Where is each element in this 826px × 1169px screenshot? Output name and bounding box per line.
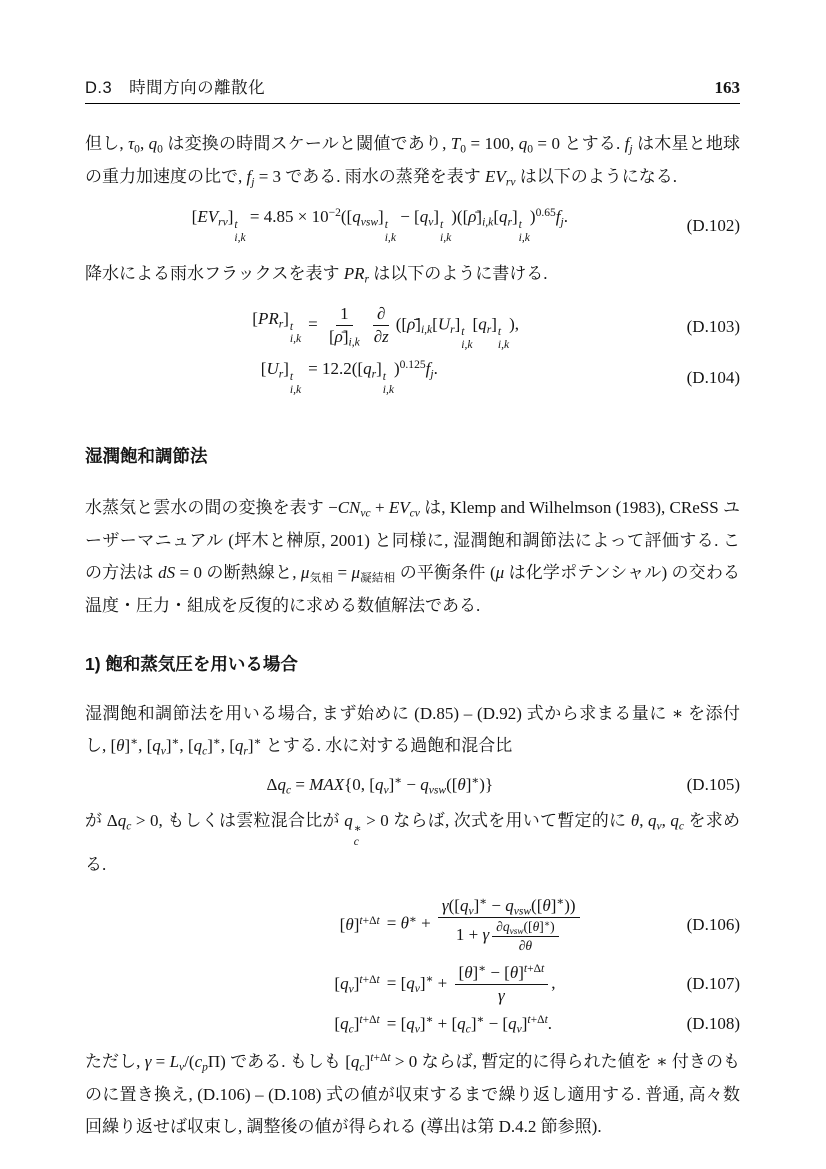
paragraph-case1-intro: 湿潤飽和調節法を用いる場合, まず始めに (D.85) – (D.92) 式から求まる量に ∗ を添付し, [θ]∗, $[q_v]^∗$, $[q_c]^∗$, $[q_r]^∗$ とする. 水に対する過飽和混合比 <box>85 703 740 758</box>
equation-d107-number: (D.107) <box>686 974 740 994</box>
running-header <box>85 74 740 104</box>
equation-d103 <box>85 303 740 352</box>
equation-d107-lhs: $[q_v]^{t+\Delta t}$ <box>334 973 380 996</box>
equation-d105-number: (D.105) <box>686 774 740 794</box>
equation-d107-rhs: = $[q_v]^∗$ + $\frac{[\theta]^∗ - [\theta]^{t+\Delta t}}{\gamma}$ , <box>386 961 556 1005</box>
equation-d102 <box>85 207 740 245</box>
equation-d104-lhs: $[U_r]$ t i,k <box>260 359 302 397</box>
paragraph-timescale-threshold: 但し, $\tau_0$, $q_0$ は変換の時間スケールと閾値であり, $T_0 = 100$, $q_0 = 0$ とする. $f_j$ は木星と地球の重力加速度の比で, $f_j = 3$ である. 雨水の蒸発を表す $EV_{rv}$ は以下のようになる. <box>85 134 741 189</box>
equation-d103-lhs: $[PR_r]$ t i,k <box>252 308 302 346</box>
equation-d106 <box>85 895 740 954</box>
paragraph-moist-adjustment-overview: 水蒸気と雲水の間の変換を表す $-CN_{vc} + EV_{cv}$ は, Klemp and Wilhelmson (1983), CReSS ユーザーマニュアル (坪木と榊原, 2001) と同様に, 湿潤飽和調節法によって評価する. この方法は dS = 0 の断熱線と, $\mu_{気相} = \mu_{凝結相}$ の平衡条件 (μ は化学ポテンシャル) の交わる温度・圧力・組成を反復的に求める数値解法である. <box>85 498 741 615</box>
equation-group-106-108 <box>85 895 740 1034</box>
equation-d103-number: (D.103) <box>686 317 740 337</box>
equation-d102-body: $[EV_{rv}]$ t i,k = $4.85 \times 10^{-2}([q_{vsw}]$ t i,k − $[q_v]$ t i,k )($[\rhō]_{i,k}[q_r]$ t i,k )$^{0.65}f_j$. <box>191 206 568 245</box>
equation-d105 <box>85 775 740 795</box>
equation-d108-rhs: = $[q_v]^∗ + [q_c]^∗ - [q_v]^{t+\Delta t}$. <box>386 1013 553 1036</box>
equation-d106-rhs: = θ∗ + $\gamma([q_v]^∗ - q_{vsw}([\theta]^∗))$ 1 + γ $\frac{\partial q_{vsw}([\theta]^∗)}{\partial\theta}$ <box>380 895 583 954</box>
equation-d107 <box>85 962 740 1007</box>
equation-d103-rhs: = $\frac{1}{[\rhō]_{i,k}}$ $\frac{\partial}{\partial z}$ ($[\rhō]_{i,k}[U_r]$ t i,k $[q_r]$ t i,k ), <box>308 303 520 352</box>
equation-group-103-104 <box>85 303 740 397</box>
paragraph-rain-flux: 降水による雨水フラックスを表す $PR_r$ は以下のように書ける. <box>85 264 548 286</box>
equation-d108-lhs: $[q_c]^{t+\Delta t}$ <box>334 1013 380 1036</box>
equation-d102-number: (D.102) <box>686 216 741 236</box>
equation-d105-body: $\Delta q_c = MAX\{0$, $[q_v]^∗ - q_{vsw}([\theta]^∗)$} <box>266 773 494 797</box>
paragraph-gamma-iteration: ただし, $\gamma = L_v/(c_p\Pi)$ である. もしも $[q_c]^{t+\Delta t} > 0$ ならば, 暫定的に得られた値を ∗ 付きのものに置き換え, (D.106) – (D.108) 式の値が収束するまで繰り返し適用する. 普通, 高々数回繰り返せば収束し, 調整後の値が得られる (導出は第 D.4.2 節参照). <box>85 1051 740 1137</box>
equation-d108-number: (D.108) <box>686 1013 740 1033</box>
equation-d104 <box>85 359 740 397</box>
subsection-heading-saturation-vapor: 1) 飽和蒸気圧を用いる場合 <box>85 653 298 674</box>
equation-d104-rhs: = $12.2([q_r]$ t i,k )$^{0.125}f_j$. <box>308 358 438 397</box>
equation-d106-lhs: $[\theta]^{t+\Delta t}$ <box>339 914 380 934</box>
page-number: 163 <box>714 78 740 97</box>
equation-d104-number: (D.104) <box>686 368 740 388</box>
equation-d108 <box>85 1014 740 1034</box>
section-heading-moist-saturation: 湿潤飽和調節法 <box>85 446 208 466</box>
paragraph-supersaturation-condition: が $\Delta q_c > 0$, もしくは雲粒混合比が q ∗ c > 0 ならば, 次式を用いて暫定的に θ, $q_v$, $q_c$ を求める. <box>85 810 741 874</box>
equation-d106-number: (D.106) <box>686 914 740 934</box>
running-header-title: D.3 時間方向の離散化 <box>85 79 266 97</box>
